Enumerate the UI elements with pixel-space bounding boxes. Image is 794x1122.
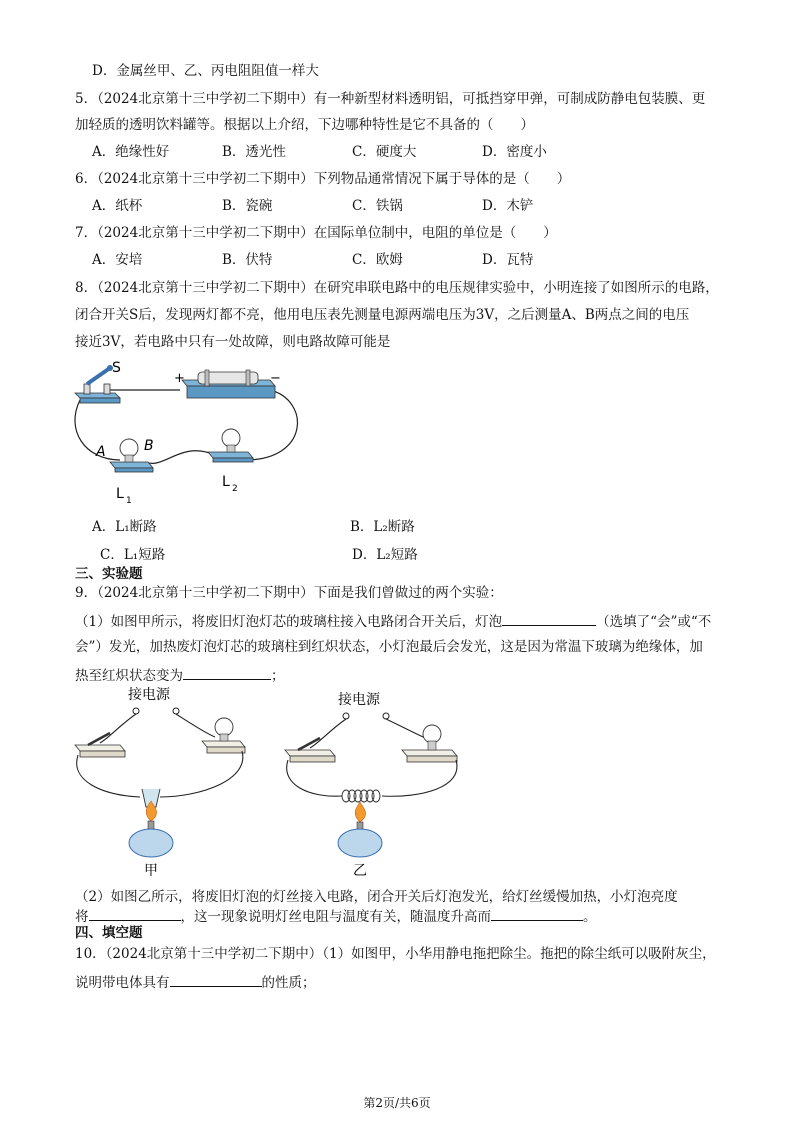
q9-part1-line2: 会”）发光，加热废灯泡灯芯的玻璃柱到红炽状态，小灯泡最后会发光，这是因为常温下玻璃为绝缘体，加: [75, 639, 703, 655]
lamp2-label: L: [222, 474, 230, 490]
q9-blank-1[interactable]: [502, 611, 596, 626]
jia-alcohol-lamp: [129, 829, 173, 857]
yi-flame: [355, 802, 365, 822]
q9-part1-line3: [75, 665, 285, 685]
q9-part1-text-b: （选填了“会”或“不: [596, 614, 712, 630]
section-fill-blank-heading: 四、填空题: [75, 925, 143, 941]
q8-option-a: A．L₁断路: [92, 519, 157, 535]
q9-figure-yi: [280, 690, 470, 880]
q10-stem-line1: 10．（2024北京第十三中学初二下期中）（1）如图甲，小华用静电拖把除尘。拖把的除尘纸可以吸附灰尘，: [75, 946, 716, 962]
q8-stem-line1: 8．（2024北京第十三中学初二下期中）在研究串联电路中的电压规律实验中，小明连接了如图所示的电路，: [75, 280, 719, 296]
q8-stem-line2: 闭合开关S后，发现两灯都不亮，他用电压表先测量电源两端电压为3V，之后测量A、B两点之间的电压: [75, 307, 690, 323]
q7-option-c: C．欧姆: [352, 252, 403, 268]
q9-part2-text-d: 。: [583, 909, 597, 925]
q10-blank-1[interactable]: [170, 972, 262, 987]
q9-blank-2[interactable]: [183, 665, 271, 680]
yi-switch: [285, 738, 335, 762]
q9-part2-line2: [75, 906, 597, 926]
q8-stem-line3: 接近3V，若电路中只有一处故障，则电路故障可能是: [75, 334, 391, 350]
q8-option-d: D．L₂短路: [352, 547, 418, 563]
yi-caption: 乙: [353, 863, 367, 879]
q6-stem: 6．（2024北京第十三中学初二下期中）下列物品通常情况下属于导体的是（ ）: [75, 171, 571, 187]
q9-blank-4[interactable]: [491, 906, 583, 921]
q5-options: [92, 143, 612, 161]
q5-option-c: C．硬度大: [352, 144, 417, 160]
q4-option-d: D．金属丝甲、乙、丙电阻阻值一样大: [92, 63, 319, 79]
q10-text-b: 的性质；: [261, 975, 316, 991]
battery-plus-label: +: [174, 371, 185, 386]
page-footer: 第2页/共6页: [363, 1096, 431, 1110]
q9-stem: 9．（2024北京第十三中学初二下期中）下面是我们曾做过的两个实验：: [75, 585, 503, 601]
jia-caption: 甲: [144, 863, 158, 879]
q5-stem-line1: 5．（2024北京第十三中学初二下期中）有一种新型材料透明铝，可抵挡穿甲弹，可制成防静电包装膜、更: [75, 91, 706, 107]
lamp2-subscript: 2: [232, 484, 238, 494]
battery: [182, 370, 275, 398]
q8-circuit-diagram: [70, 360, 330, 510]
q9-blank-3[interactable]: [89, 906, 181, 921]
q9-part1-line1: [75, 611, 711, 631]
q10-text-a: 说明带电体具有: [75, 975, 170, 991]
point-a-label: A: [96, 444, 106, 460]
lamp-l2: [208, 429, 253, 462]
yi-filament-coil: [342, 790, 380, 802]
q9-part1-text-a: （1）如图甲所示，将废旧灯泡灯芯的玻璃柱接入电路闭合开关后，灯泡: [75, 614, 503, 630]
q5-option-d: D．密度小: [482, 144, 547, 160]
section-experiment-heading: 三、实验题: [75, 566, 143, 582]
q6-options: [92, 197, 612, 215]
q9-part1-text-e: ；: [271, 668, 285, 684]
lamp1-label: L: [116, 486, 124, 502]
point-b-label: B: [144, 438, 154, 454]
battery-minus-label: −: [270, 371, 281, 386]
q10-stem-line2: [75, 972, 316, 992]
q9-figure-jia: [70, 685, 250, 880]
yi-power-label: 接电源: [338, 692, 380, 708]
switch-label: S: [112, 360, 121, 376]
q8-option-b: B．L₂断路: [350, 519, 415, 535]
wire-lamp1-lamp2: [145, 451, 215, 464]
q6-option-a: A．纸杯: [92, 198, 143, 214]
q8-option-c: C．L₁短路: [100, 547, 166, 563]
q7-option-b: B．伏特: [222, 252, 273, 268]
q9-part2-text-b: 将: [75, 909, 89, 925]
jia-power-label: 接电源: [128, 687, 170, 703]
q5-option-a: A．绝缘性好: [92, 144, 170, 160]
q7-options: [92, 251, 612, 269]
q7-stem: 7．（2024北京第十三中学初二下期中）在国际单位制中，电阻的单位是（ ）: [75, 225, 557, 241]
q6-option-c: C．铁锅: [352, 198, 403, 214]
wire-battery-lamp2: [245, 390, 297, 460]
q9-part2-line1: （2）如图乙所示，将废旧灯泡的灯丝接入电路，闭合开关后灯泡发光，给灯丝缓慢加热，小灯泡亮度: [75, 889, 678, 905]
jia-switch: [75, 733, 125, 757]
q6-option-d: D．木铲: [482, 198, 534, 214]
q9-part2-text-c: ，这一现象说明灯丝电阻与温度有关，随温度升高而: [180, 909, 491, 925]
yi-alcohol-lamp: [338, 829, 382, 857]
q7-option-a: A．安培: [92, 252, 143, 268]
lamp1-subscript: 1: [126, 496, 132, 506]
q7-option-d: D．瓦特: [482, 252, 534, 268]
q5-stem-line2: 加轻质的透明饮料罐等。根据以上介绍，下边哪种特性是它不具备的（ ）: [75, 117, 534, 133]
jia-lamp: [202, 718, 245, 753]
q5-option-b: B．透光性: [222, 144, 286, 160]
q6-option-b: B．瓷碗: [222, 198, 273, 214]
q9-part1-text-d: 热至红炽状态变为: [75, 668, 183, 684]
